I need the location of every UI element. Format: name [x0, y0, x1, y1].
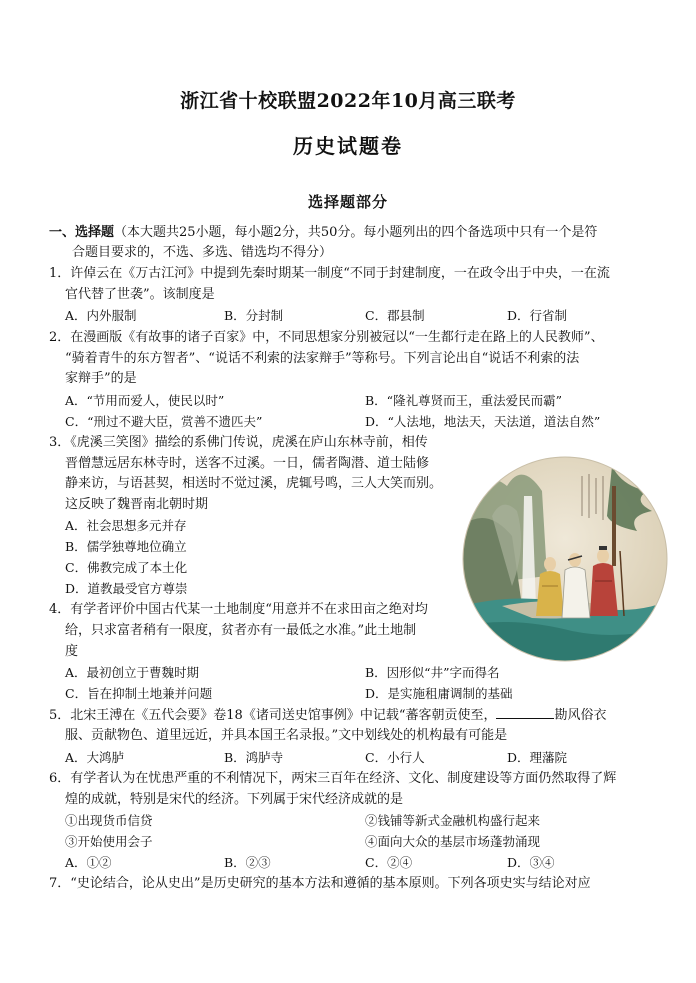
q6-statement-1: ①出现货币信贷	[65, 813, 153, 828]
q5-stem-line-1	[49, 706, 606, 725]
q5-option-b: B．鸿胪寺	[224, 750, 284, 765]
q2-stem-line-1: 2．在漫画版《有故事的诸子百家》中，不同思想家分别被冠以“一生都行走在路上的人民教师”、	[49, 330, 604, 345]
q3-option-c: C．佛教完成了本土化	[65, 560, 188, 575]
q3-option-b: B．儒学独尊地位确立	[65, 539, 187, 554]
q5-option-d: D．理藩院	[507, 750, 568, 765]
three-laughs-painting-image	[462, 456, 668, 662]
section-title: 选择题部分	[307, 193, 388, 211]
q6-statement-4: ④面向大众的基层市场蓬勃涌现	[365, 834, 541, 849]
q4-option-c: C．旨在抑制土地兼并问题	[65, 686, 213, 701]
q5-answer-blank	[496, 706, 554, 719]
exam-subtitle: 历史试题卷	[293, 134, 403, 158]
q2-option-d: D．“人法地，地法天，天法道，道法自然”	[365, 414, 601, 429]
q4-option-a: A．最初创立于曹魏时期	[65, 665, 200, 680]
q5-option-a: A．大鸿胪	[65, 750, 125, 765]
exam-title: 浙江省十校联盟2022年10月高三联考	[180, 90, 516, 112]
q1-option-a: A．内外服制	[65, 308, 137, 323]
q6-statement-3: ③开始使用会子	[65, 834, 153, 849]
q5-stem-text-b: 勘风俗衣	[554, 708, 607, 723]
q6-option-b: B．②③	[224, 855, 271, 870]
q1-stem-line-1: 1．许倬云在《万古江河》中提到先秦时期某一制度“不同于封建制度，一在政令出于中央，一在流	[49, 266, 610, 281]
instructions-line-2: 合题目要求的，不选、多选、错选均不得分）	[72, 245, 333, 260]
q2-option-a: A．“节用而爱人，使民以时”	[65, 393, 225, 408]
q7-stem-line-1: 7．“史论结合，论从史出”是历史研究的基本方法和遵循的基本原则。下列各项史实与结论对应	[49, 876, 591, 891]
q3-stem-line-1: 3．《虎溪三笑图》描绘的系佛门传说，虎溪在庐山东林寺前，相传	[49, 435, 428, 450]
q6-stem-line-2: 煌的成就，特别是宋代的经济。下列属于宋代经济成就的是	[65, 792, 404, 807]
q3-stem-line-3: 静来访，与语甚契，相送时不觉过溪，虎辄号鸣，三人大笑而别。	[65, 476, 443, 491]
q6-option-d: D．③④	[507, 855, 555, 870]
q6-statement-2: ②钱铺等新式金融机构盛行起来	[365, 813, 541, 828]
instructions-label: 一、选择题	[49, 225, 115, 240]
q3-option-d: D．道教最受官方尊崇	[65, 581, 188, 596]
q1-option-c: C．郡县制	[365, 308, 425, 323]
q2-option-b: B．“隆礼尊贤而王，重法爱民而霸”	[365, 393, 562, 408]
q1-stem-line-2: 官代替了世袭”。该制度是	[65, 287, 215, 302]
q2-option-c: C．“刑过不避大臣，赏善不遗匹夫”	[65, 414, 263, 429]
q3-stem-line-4: 这反映了魏晋南北朝时期	[65, 497, 209, 512]
q3-stem-line-2: 晋僧慧远居东林寺时，送客不过溪。一日，儒者陶潜、道士陆修	[65, 456, 430, 471]
q4-option-d: D．是实施租庸调制的基础	[365, 686, 513, 701]
q5-option-c: C．小行人	[365, 750, 425, 765]
q4-stem-line-1: 4．有学者评价中国古代某一土地制度“用意并不在求田亩之绝对均	[49, 602, 428, 617]
q2-stem-line-2: “骑着青牛的东方智者”、“说话不利索的法家辩手”等称号。下列言论出自“说话不利索的法	[65, 351, 580, 366]
instructions-line-1	[49, 224, 597, 242]
q6-option-c: C．②④	[365, 855, 413, 870]
q6-option-a: A．①②	[65, 855, 112, 870]
q1-option-b: B．分封制	[224, 308, 284, 323]
q4-stem-line-2: 给，只求富者稍有一限度，贫者亦有一最低之水准。”此土地制	[65, 623, 417, 638]
q5-stem-text-a: 5．北宋王溥在《五代会要》卷18《诸司送史馆事例》中记载“蕃客朝贡使至，	[49, 708, 497, 723]
q5-stem-line-2: 服、贡献物色、道里远近，并具本国王名录报。”文中划线处的机构最有可能是	[65, 728, 508, 743]
q4-option-b: B．因形似“井”字而得名	[365, 665, 500, 680]
q6-stem-line-1: 6．有学者认为在忧患严重的不利情况下，两宋三百年在经济、文化、制度建设等方面仍然取得了辉	[49, 771, 617, 786]
q4-stem-line-3: 度	[65, 644, 79, 659]
q3-option-a: A．社会思想多元并存	[65, 518, 187, 533]
q1-option-d: D．行省制	[507, 308, 568, 323]
q2-stem-line-3: 家辩手”的是	[65, 371, 137, 386]
instructions-text: （本大题共25小题，每小题2分，共50分。每小题列出的四个备选项中只有一个是符	[114, 225, 598, 240]
